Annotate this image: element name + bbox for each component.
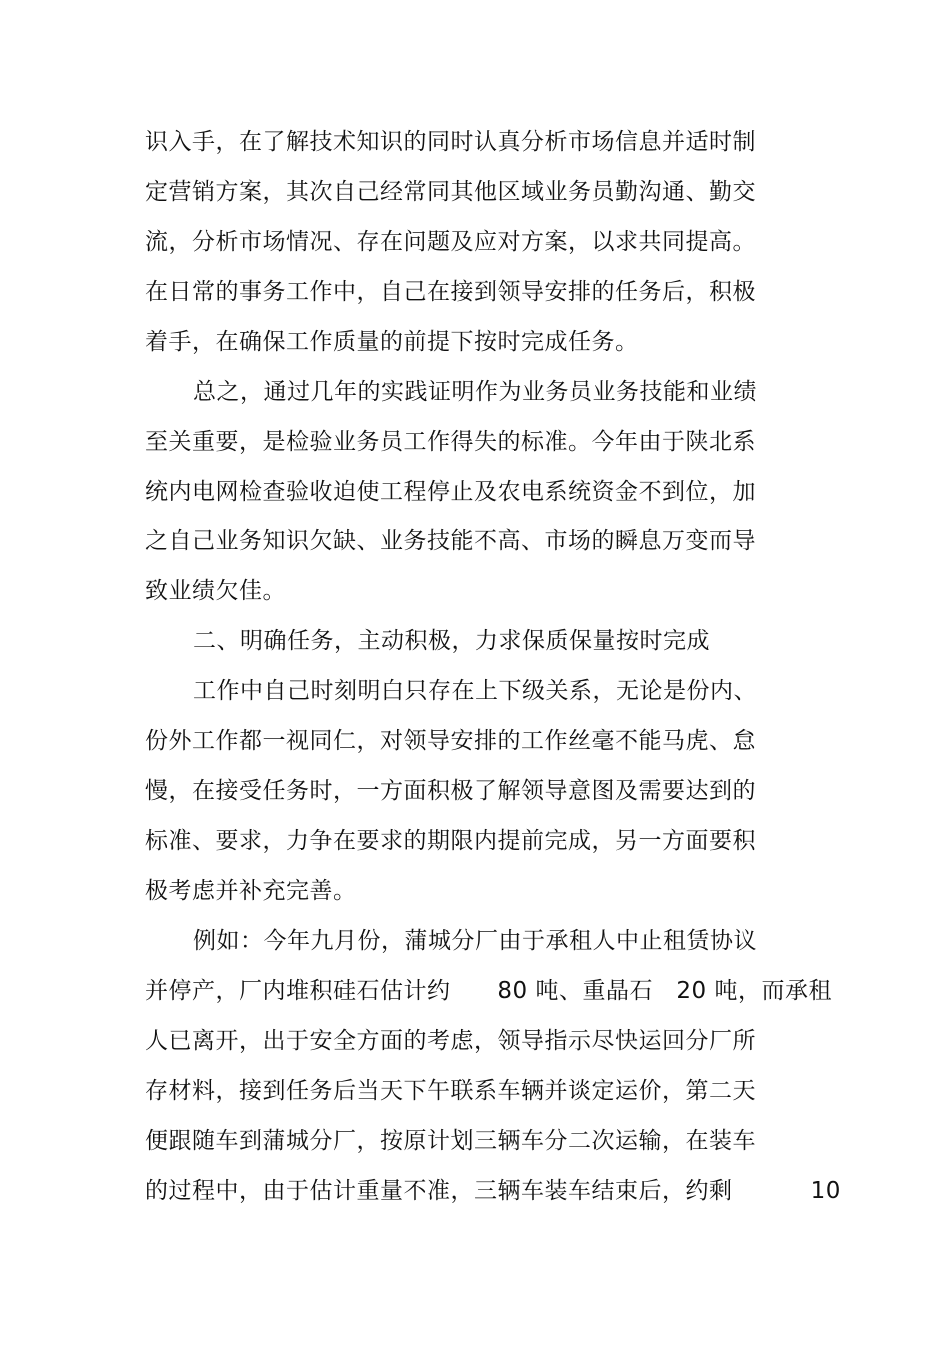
paragraph-start: 例如：今年九月份，蒲城分厂由于承租人中止租赁协议 xyxy=(193,928,757,954)
text-line: 人已离开，出于安全方面的考虑，领导指示尽快运回分厂所 xyxy=(145,1028,756,1054)
paragraph-start: 工作中自己时刻明白只存在上下级关系，无论是份内、 xyxy=(193,678,757,704)
paragraph-start: 总之，通过几年的实践证明作为业务员业务技能和业绩 xyxy=(193,379,757,405)
text-line: 识入手，在了解技术知识的同时认真分析市场信息并适时制 xyxy=(145,129,756,155)
text-line: 在日常的事务工作中，自己在接到领导安排的任务后，积极 xyxy=(145,279,756,305)
text-line: 之自己业务知识欠缺、业务技能不高、市场的瞬息万变而导 xyxy=(145,528,756,554)
text-line: 统内电网检查验收迫使工程停止及农电系统资金不到位，加 xyxy=(145,479,756,505)
text-line: 至关重要，是检验业务员工作得失的标准。今年由于陕北系 xyxy=(145,429,756,455)
text-line: 存材料，接到任务后当天下午联系车辆并谈定运价，第二天 xyxy=(145,1078,756,1104)
text-line: 流，分析市场情况、存在问题及应对方案，以求共同提高。 xyxy=(145,229,756,255)
text-line: 的过程中，由于估计重量不准，三辆车装车结束后，约剩 10 xyxy=(145,1178,841,1204)
text-line: 慢，在接受任务时，一方面积极了解领导意图及需要达到的 xyxy=(145,778,756,804)
text-line: 着手，在确保工作质量的前提下按时完成任务。 xyxy=(145,329,639,355)
text-line: 便跟随车到蒲城分厂，按原计划三辆车分二次运输，在装车 xyxy=(145,1128,756,1154)
section-heading: 二、明确任务，主动积极，力求保质保量按时完成 xyxy=(193,628,710,654)
text-line: 极考虑并补充完善。 xyxy=(145,878,357,904)
text-line: 并停产，厂内堆积硅石估计约 80 吨、重晶石 20 吨，而承租 xyxy=(145,978,832,1004)
text-line: 定营销方案，其次自己经常同其他区域业务员勤沟通、勤交 xyxy=(145,179,756,205)
text-line: 致业绩欠佳。 xyxy=(145,578,286,604)
text-line: 标准、要求，力争在要求的期限内提前完成，另一方面要积 xyxy=(145,828,756,854)
text-line: 份外工作都一视同仁，对领导安排的工作丝毫不能马虎、怠 xyxy=(145,728,756,754)
